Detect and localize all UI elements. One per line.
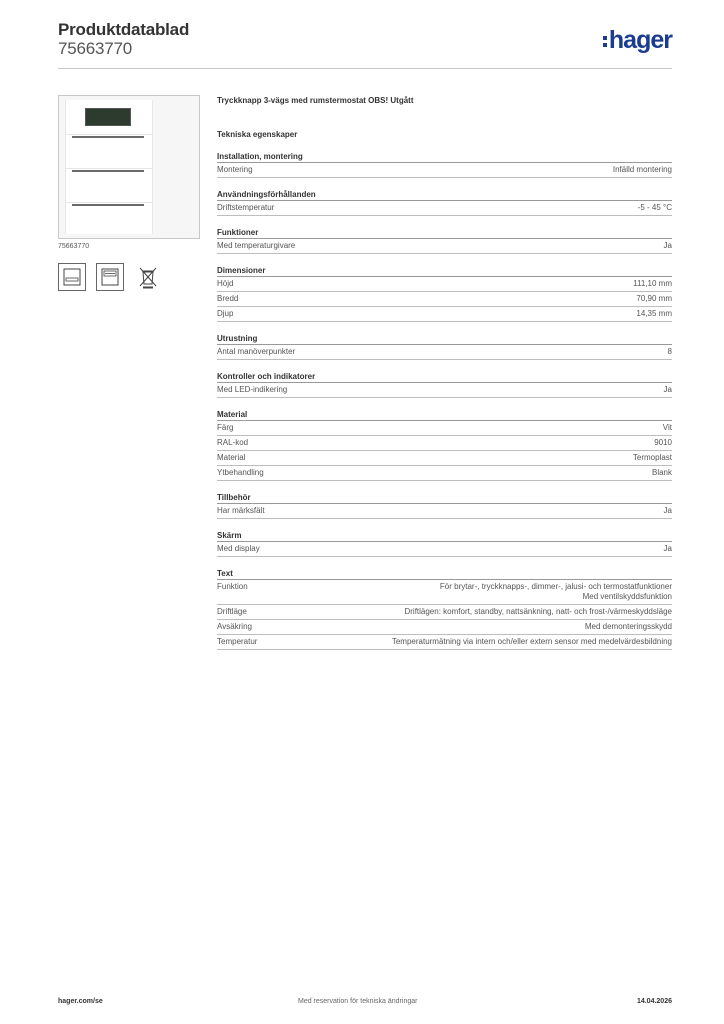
spec-row <box>217 345 672 360</box>
spec-row <box>217 605 672 620</box>
spec-row <box>217 542 672 557</box>
device-illustration <box>65 100 153 234</box>
led-strip <box>72 170 144 172</box>
spec-value-line: Vit <box>662 423 672 432</box>
spec-value-line: Ja <box>663 506 672 515</box>
spec-value-line: -5 - 45 °C <box>637 203 672 212</box>
spec-section <box>217 152 672 178</box>
section-heading: Tillbehör <box>217 493 672 504</box>
section-heading: Text <box>217 569 672 580</box>
spec-label: Med LED-indikering <box>217 385 288 394</box>
spec-row <box>217 239 672 254</box>
spec-section <box>217 266 672 322</box>
section-heading: Kontroller och indikatorer <box>217 372 672 383</box>
spec-value-line: 9010 <box>654 438 672 447</box>
spec-row <box>217 451 672 466</box>
spec-title: Tekniska egenskaper <box>217 130 298 139</box>
display-symbol-icon <box>96 263 124 291</box>
spec-value <box>633 279 672 289</box>
spec-section <box>217 372 672 398</box>
section-heading: Installation, montering <box>217 152 672 163</box>
spec-section <box>217 334 672 360</box>
spec-value-line: Infälld montering <box>612 165 672 174</box>
spec-value-line: Temperaturmätning via intern och/eller extern sensor med medelvärdesbildning <box>391 637 672 646</box>
spec-label: RAL-kod <box>217 438 249 447</box>
spec-label: Färg <box>217 423 234 432</box>
spec-row <box>217 504 672 519</box>
spec-section <box>217 410 672 481</box>
document-title: Produktdatablad <box>58 20 190 39</box>
spec-label: Djup <box>217 309 234 318</box>
spec-row <box>217 201 672 216</box>
section-heading: Skärm <box>217 531 672 542</box>
product-image <box>58 95 200 239</box>
spec-row <box>217 421 672 436</box>
footer-date: 14.04.2026 <box>636 998 672 1005</box>
footer-website: hager.com/se <box>58 998 103 1005</box>
spec-label: Driftstemperatur <box>217 203 275 212</box>
spec-row <box>217 580 672 605</box>
spec-value <box>664 544 672 554</box>
spec-section <box>217 569 672 650</box>
spec-row <box>217 383 672 398</box>
hager-logo <box>603 25 672 55</box>
spec-label: Funktion <box>217 582 248 591</box>
spec-label: Temperatur <box>217 637 258 646</box>
spec-value <box>664 506 672 516</box>
spec-label: Med temperaturgivare <box>217 241 296 250</box>
product-number: 75663770 <box>58 39 133 58</box>
spec-value-line: Ja <box>663 544 672 553</box>
spec-section <box>217 531 672 557</box>
spec-row <box>217 292 672 307</box>
spec-value-line: 70,90 mm <box>636 294 672 303</box>
spec-value-line: Med demonteringsskydd <box>584 622 672 631</box>
spec-value-line: Med ventilskyddsfunktion <box>582 592 672 601</box>
section-heading: Funktioner <box>217 228 672 239</box>
spec-value <box>654 438 672 448</box>
device-display <box>85 108 131 126</box>
device-symbol-icon <box>58 263 86 291</box>
led-strip <box>72 136 144 138</box>
spec-value <box>668 347 672 357</box>
spec-row <box>217 635 672 650</box>
spec-value <box>633 453 672 463</box>
header-divider <box>58 68 672 69</box>
spec-value <box>613 165 672 175</box>
spec-value <box>392 637 672 647</box>
spec-value <box>636 309 672 319</box>
led-strip <box>72 204 144 206</box>
spec-value-line: 8 <box>667 347 672 356</box>
product-description: Tryckknapp 3-vägs med rumstermostat OBS! Utgått <box>217 96 414 105</box>
spec-value <box>663 423 672 433</box>
logo-dots-icon <box>603 36 607 47</box>
spec-value-line: Ja <box>663 241 672 250</box>
spec-row <box>217 466 672 481</box>
spec-row <box>217 620 672 635</box>
spec-row <box>217 436 672 451</box>
section-heading: Utrustning <box>217 334 672 345</box>
spec-value-line: Driftlägen: komfort, standby, nattsänkning, natt- och frost-/värmeskyddsläge <box>404 607 672 616</box>
spec-value-line: 111,10 mm <box>633 279 672 288</box>
spec-label: Med display <box>217 544 260 553</box>
spec-label: Höjd <box>217 279 234 288</box>
spec-label: Har märksfält <box>217 506 265 515</box>
section-heading: Material <box>217 410 672 421</box>
spec-sections <box>217 152 672 650</box>
logo-text: hager <box>608 26 672 54</box>
spec-value <box>664 385 672 395</box>
spec-value <box>652 468 672 478</box>
page-footer <box>58 998 672 1010</box>
spec-value <box>638 203 672 213</box>
weee-crossed-bin-icon <box>134 263 162 291</box>
section-heading: Användningsförhållanden <box>217 190 672 201</box>
spec-label: Montering <box>217 165 253 174</box>
spec-label: Driftläge <box>217 607 247 616</box>
spec-section <box>217 228 672 254</box>
spec-value <box>585 622 672 632</box>
spec-value <box>664 241 672 251</box>
spec-row <box>217 307 672 322</box>
section-heading: Dimensioner <box>217 266 672 277</box>
spec-value <box>440 582 672 602</box>
spec-value-line: Termoplast <box>632 453 672 462</box>
spec-value <box>636 294 672 304</box>
spec-row <box>217 277 672 292</box>
spec-label: Antal manöverpunkter <box>217 347 296 356</box>
footer-disclaimer: Med reservation för tekniska ändringar <box>298 998 418 1005</box>
spec-section <box>217 493 672 519</box>
spec-value-line: För brytar-, tryckknapps-, dimmer-, jalusi- och termostatfunktioner <box>439 582 672 591</box>
spec-label: Ytbehandling <box>217 468 264 477</box>
spec-label: Material <box>217 453 246 462</box>
spec-content <box>217 96 672 650</box>
image-caption: 75663770 <box>58 243 90 250</box>
spec-value-line: Ja <box>663 385 672 394</box>
spec-label: Bredd <box>217 294 239 303</box>
page-header <box>58 20 672 68</box>
spec-row <box>217 163 672 178</box>
spec-section <box>217 190 672 216</box>
spec-value-line: Blank <box>651 468 672 477</box>
spec-label: Avsäkring <box>217 622 252 631</box>
spec-value-line: 14,35 mm <box>636 309 672 318</box>
spec-value <box>404 607 672 617</box>
